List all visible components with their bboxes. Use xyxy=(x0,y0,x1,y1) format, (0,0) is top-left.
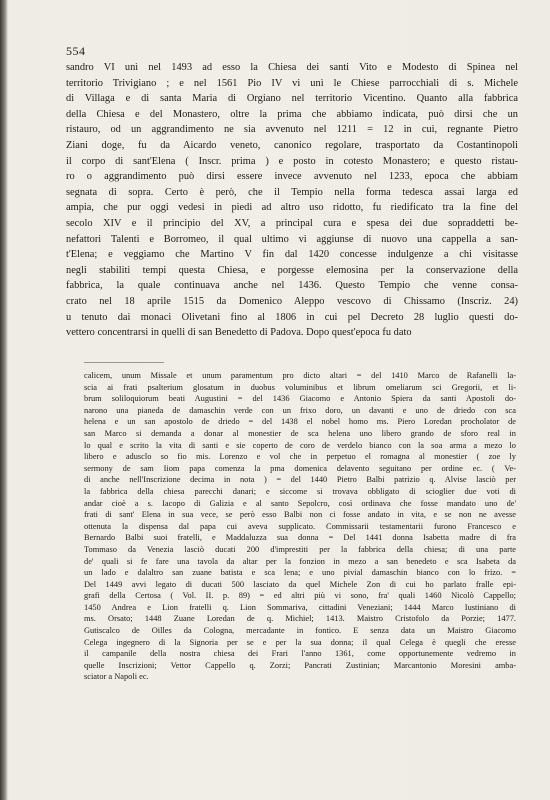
footnote-line: Gutiscalco de Oilles da Cologna, mercadante in fontico. E senza data un Maistro Giacomo xyxy=(84,626,516,636)
footnote-line: de' quali si fe fare una tavola da altar per la fonzion in mezo a san benedeto e sca Isabeta da xyxy=(84,556,516,566)
footnote-line: libero e adusclo so fio mis. Lorenzo e vol che in perpetuo el romagna al monestier ( zoe ly xyxy=(84,452,516,462)
main-text-line: vettero concentrarsi in quelli di san Benedetto di Padova. Dopo quest'epoca fu dato xyxy=(66,327,412,339)
main-text-line: ro o aggrandimento può dirsi essere invece avvenuto nel 1233, epoca che abbiam xyxy=(66,171,518,183)
main-text-line: crato nel 18 aprile 1515 da Domenico Aleppo vescovo di Chissamo (Inscriz. 24) xyxy=(66,295,518,307)
main-text-block xyxy=(66,60,518,341)
footnote-line: calicem, unum Missale et unum paramentum pro dicto altari = del 1410 Marco de Rafanelli la- xyxy=(84,371,516,380)
footnote-line: narono una pianeda de damaschin verde con un frixo doro, un davanti e uno de driedo con sca xyxy=(84,405,516,415)
main-text-line: fabbrica, la quale continuava anche nel 1436. Questo Tempio che venne consa- xyxy=(66,280,518,292)
main-text-line: il corpo di sant'Elena ( Inscr. prima ) e posto in cotesto Monastero; e questo ristau- xyxy=(66,155,518,167)
footnote-line: un lado e dalaltro san zuane batista e sca lena; e uno pivial damaschin bianco con lo frizo. = xyxy=(84,568,516,578)
footnote-line: il campanile della nostra chiesa dei Frari l'anno 1361, come opportunemente vedremo in xyxy=(84,649,516,659)
footnote-line: helena e un san apostolo de driedo = del 1438 el nobel homo ms. Piero Loredan procholator de xyxy=(84,417,516,427)
main-text-line: nefattori Talenti e Borromeo, il qual ultimo vi aggiunse di nuovo una cappella a san- xyxy=(66,233,518,245)
main-text-line: territorio Trivigiano ; e nel 1561 Pio IV vi unì le Chiese parrocchiali di s. Michele xyxy=(66,77,518,89)
footnote-line: ms. Orsato; 1448 Zuane Loredan de q. Michiel; 1413. Maistro Cristofolo da Porzie; 1477. xyxy=(84,614,516,624)
footnote-block xyxy=(84,370,516,683)
footnote-line: Tommaso da Venezia lasciò ducati 200 d'imprestiti per la fabbrica della chiesa; di una parte xyxy=(84,544,516,554)
footnote-line: grafi della Certosa ( Vol. II. p. 89) = ed altri più vi sono, fra' quali 1460 Nicolò Cappello; xyxy=(84,591,516,601)
main-text-line: t'Elena; e veggiamo che Martino V fin dal 1420 concesse indulgenze a chi visitasse xyxy=(66,249,518,261)
footnote-line: ottenuta la dispensa dal papa cui aveva supplicato. Commissarii testamentarii furono Francesco e xyxy=(84,521,516,531)
footnote-line: 1450 Andrea e Lion fratelli q. Lion Sommariva, cittadini Veneziani; 1444 Marco Iustiniano di xyxy=(84,602,516,612)
main-text-line: ristauro, od un aggrandimento ne sia avvenuto nel 1211 = 12 in cui, regnante Pietro xyxy=(66,124,518,136)
main-text-line: Ziani doge, fu da Aicardo veneto, canonico regolare, trasportato da Costantinopoli xyxy=(66,139,518,151)
footnote-line: di anche nell'Inscrizione decima in nota ) = del 1440 Pietro Balbi patrizio q. Alvise lasciò per xyxy=(84,475,516,485)
main-text-line: negli stabiliti tempi questa Chiesa, e porgesse elemosina per la conservazione della xyxy=(66,264,518,276)
footnote-line: andar cioè a s. Iacopo di Galizia e al santo Sepolcro, così ordinava che fosse mandato uno de' xyxy=(84,498,516,508)
main-text-line: sandro VI unì nel 1493 ad esso la Chiesa dei santi Vito e Modesto di Spinea nel xyxy=(66,62,518,73)
footnote-line: lo qual e scrito la vita di santi e sie coperto de coro de verdelo bianco con la soa arma a mezo lo xyxy=(84,440,516,450)
main-text-line: segnata di sopra. Certo è però, che il Tempio nella forma tedesca assai larga ed xyxy=(66,186,518,198)
footnote-line: scia ai frati psalterium glosatum in duobus voluminibus et librum omeliarum sci Gregorii, et li- xyxy=(84,382,516,392)
page-number: 554 xyxy=(66,44,86,58)
book-spine-shadow xyxy=(0,0,8,800)
footnote-divider xyxy=(84,362,164,363)
footnote-line: Del 1449 avvi legato di ducati 500 lasciato da quel Michele Zon di cui ho parlato fralle epi- xyxy=(84,579,516,589)
footnote-line: brum soliloquiorum beati Augustini = del 1436 Giacomo e Antonio Spiera da santi Apostoli do- xyxy=(84,394,516,404)
footnote-line: sciator a Napoli ec. xyxy=(84,672,149,682)
main-text-line: ampia, che pur oggi vedesi in piedi ad altro uso ridotto, fu riedificato tra la fine del xyxy=(66,202,518,214)
footnote-line: sermony de sam Iiom papa comenza la pma domenica delavento seguitano per ordine ec. ( Ve- xyxy=(84,463,516,473)
footnote-line: Celega ingegnero di la Signoria per se e per la sua donna; il qual Celega è quegli che eresse xyxy=(84,637,516,647)
footnote-line: quelle Inscrizioni; Vettor Cappello q. Zorzi; Pancrati Zustinian; Marcantonio Moresini amba- xyxy=(84,660,516,670)
footnote-line: san Marco si demanda a donar al monestier de sca helena uno libero grando de sforo real in xyxy=(84,428,516,438)
main-text-line: di Villaga e di santa Maria di Orgiano nel territorio Vicentino. Quanto alla fabbrica xyxy=(66,93,518,105)
main-text-line: della Chiesa e del Monastero, oltre la prima che abbiamo indicata, può dirsi che un xyxy=(66,108,518,120)
footnote-line: Bernardo Balbi suoi fratelli, e Maddaluzza sua donna = Del 1441 donna Isabetta madre di fra xyxy=(84,533,516,543)
footnote-line: la fabbrica della chiesa parecchi danari; e siccome si trovava obbligato di scioglier due voti di xyxy=(84,486,516,496)
footnote-line: frati di sant' Elena in sua vece, se però esso Balbi non ci fosse andato in vita, e se non ne avesse xyxy=(84,510,516,520)
main-text-line: secolo XIV e il principio del XV, a principal cura e spesa dei due sopraddetti be- xyxy=(66,217,518,229)
main-text-line: u tenuto dai monaci Olivetani fino al 1806 in cui pel Decreto 28 luglio questi do- xyxy=(66,311,518,323)
